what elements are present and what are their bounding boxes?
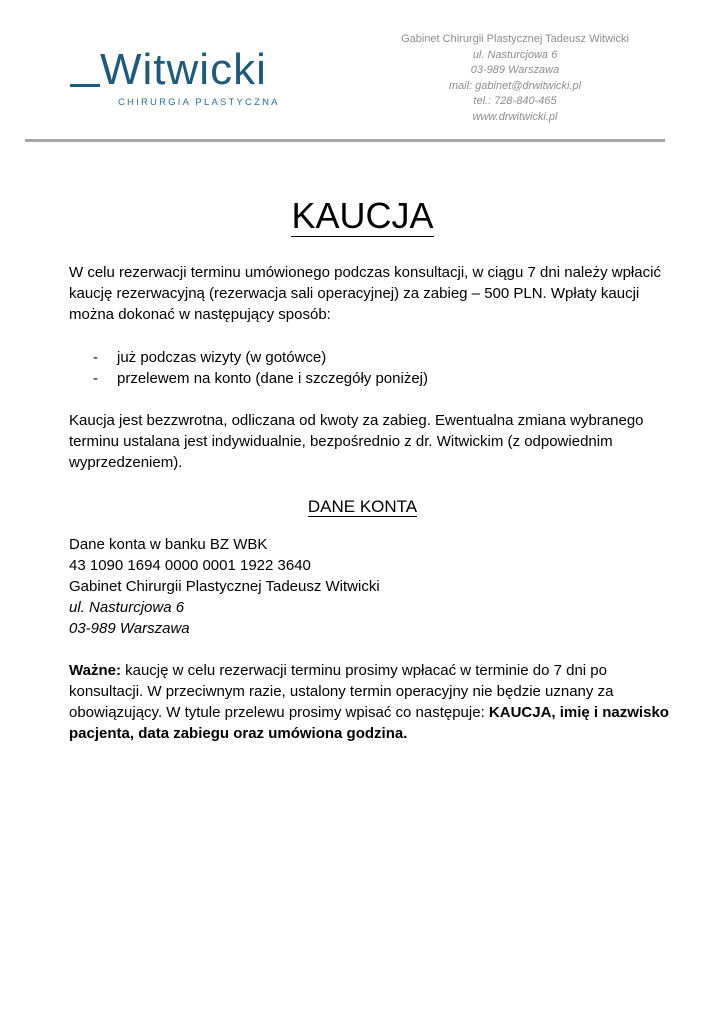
contact-mail: mail: gabinet@drwitwicki.pl xyxy=(448,79,582,92)
section-title xyxy=(0,496,725,518)
bank-details xyxy=(69,534,669,639)
list-item xyxy=(69,347,669,368)
logo-underscore xyxy=(70,84,100,87)
intro-paragraph: W celu rezerwacji terminu umówionego podczas konsultacji, w ciągu 7 dni należy wpłacić kaucję rezerwacyjną (rezerwacja sali operacyjnej) za zabieg – 500 PLN. Wpłaty kaucji można dokonać w następujący sposób: xyxy=(69,264,661,323)
logo xyxy=(70,44,310,108)
contact-tel: tel.: 728-840-465 xyxy=(473,95,557,107)
account-holder: Gabinet Chirurgii Plastycznej Tadeusz Witwicki xyxy=(69,578,380,595)
contact-street: ul. Nasturcjowa 6 xyxy=(472,48,558,61)
logo-wordmark: Witwicki xyxy=(100,45,267,94)
page-title-text: KAUCJA xyxy=(291,195,434,236)
logo-subtitle: CHIRURGIA PLASTYCZNA xyxy=(118,97,280,108)
important-bold-end: KAUCJA, imię i nazwisko pacjenta, data zabiegu oraz umówiona godzina. xyxy=(69,704,669,742)
list-marker: - xyxy=(93,370,98,387)
list-marker: - xyxy=(93,349,98,366)
payment-methods-list xyxy=(69,347,669,389)
holder-street: ul. Nasturcjowa 6 xyxy=(69,599,185,616)
contact-block xyxy=(385,32,645,125)
important-label: Ważne: xyxy=(69,662,121,679)
important-note xyxy=(69,660,669,744)
account-number: 43 1090 1694 0000 0001 1922 3640 xyxy=(69,557,311,574)
important-text: kaucję w celu rezerwacji terminu prosimy wpłacać w terminie do 7 dni po konsultacji. W przeciwnym razie, ustalony termin operacyjny nie będzie uznany za obowiązujący. W tytule przelewu prosimy wpisać co następuje: xyxy=(69,662,614,721)
page-title xyxy=(0,194,725,238)
holder-city: 03-989 Warszawa xyxy=(69,620,190,637)
section-title-text: DANE KONTA xyxy=(307,497,418,516)
list-item-text: przelewem na konto (dane i szczegóły poniżej) xyxy=(117,370,428,387)
header-divider xyxy=(25,139,665,142)
main-content xyxy=(69,262,669,473)
list-item-text: już podczas wizyty (w gotówce) xyxy=(117,349,327,366)
contact-city: 03-989 Warszawa xyxy=(470,64,560,76)
refund-paragraph: Kaucja jest bezzwrotna, odliczana od kwoty za zabieg. Ewentualna zmiana wybranego terminu ustalana jest indywidualnie, bezpośrednio z dr. Witwickim (z odpowiednim wyprzedzeniem). xyxy=(69,412,644,471)
contact-www: www.drwitwicki.pl xyxy=(472,110,558,123)
bank-name: Dane konta w banku BZ WBK xyxy=(69,536,268,553)
contact-name: Gabinet Chirurgii Plastycznej Tadeusz Witwicki xyxy=(401,33,629,45)
list-item xyxy=(69,368,669,389)
